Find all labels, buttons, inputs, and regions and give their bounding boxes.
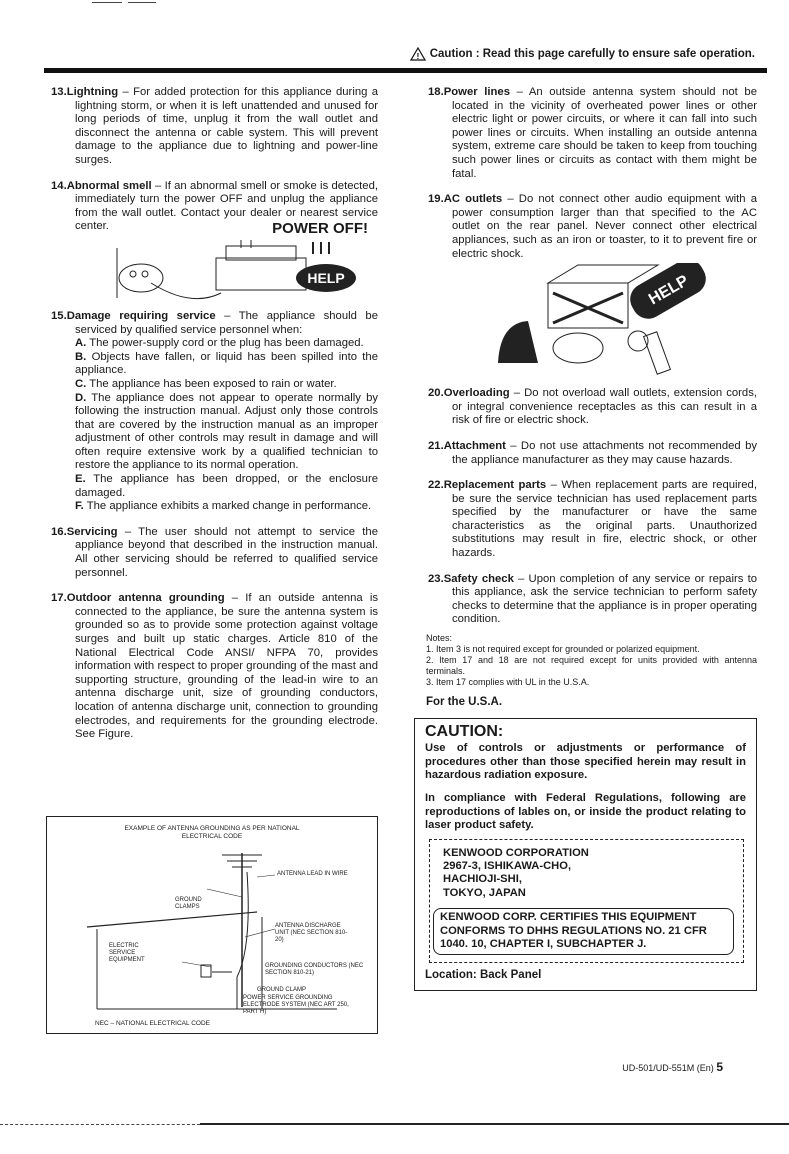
help-cartoon-icon bbox=[51, 238, 378, 304]
header-rule bbox=[44, 68, 767, 73]
top-dash bbox=[128, 2, 156, 3]
item-text: – For added protection for this appliance during a lightning storm, or when it is left unattended and unused for long periods of time, unplug it from the wall outlet and disconnect the antenna or cable system. This will prevent damage to the appliance due to lightning and power-line surges. bbox=[75, 86, 378, 166]
sub-label: F. bbox=[75, 500, 84, 513]
corp-line: HACHIOJI-SHI, bbox=[443, 873, 522, 886]
item-text: – When replacement parts are required, be sure the service technician has used replacement parts specified by the manufacturer or have the same characteristics as the original parts. Unauthorized substitutions may result in fire, electric shock, or other hazards. bbox=[452, 479, 757, 560]
figure-footnote: NEC – NATIONAL ELECTRICAL CODE bbox=[95, 1020, 210, 1027]
sub-text: Objects have fallen, or liquid has been spilled into the appliance. bbox=[75, 350, 378, 377]
caution-paragraph: In compliance with Federal Regulations, following are reproductions of lables on, or inside the product relating to laser product safety. bbox=[425, 792, 746, 832]
cert-line: CONFORMS TO DHHS REGULATIONS NO. 21 CFR bbox=[440, 924, 707, 937]
item-13 bbox=[51, 86, 378, 168]
item-21 bbox=[418, 440, 757, 467]
item-text: – If an outside antenna is connected to the appliance, be sure the antenna system is grounded so as to provide some protection against voltage surges and built up static charges. Article 810 of the National Electrical Code ANSI/ NFPA 70, provides information with respect to proper grounding of the mast and supporting structure, grounding of the lead-in wire to an antenna discharge unit, size of grounding conductors, location of antenna discharge unit, connection to grounding electrodes, and requirements for the grounding electrode. See Figure. bbox=[75, 592, 378, 741]
item-title: Servicing bbox=[66, 525, 118, 538]
bottom-dash bbox=[0, 1124, 200, 1126]
caution-header-text: Caution : Read this page carefully to ensure safe operation. bbox=[429, 48, 755, 60]
caution-paragraph: Use of controls or adjustments or performance of procedures other than those specified herein may result in hazardous radiation exposure. bbox=[425, 742, 746, 782]
label-electric-service: ELECTRIC SERVICE EQUIPMENT bbox=[109, 943, 145, 963]
item-23 bbox=[418, 573, 757, 627]
dashed-border bbox=[743, 839, 744, 963]
warning-triangle-icon bbox=[410, 47, 426, 61]
item-text: – Do not overload wall outlets, extension cords, or integral convenience receptacles as this can result in a risk of fire or electric shock. bbox=[452, 387, 757, 427]
bottom-rule bbox=[200, 1123, 789, 1125]
item-title: Power lines bbox=[443, 86, 510, 98]
dashed-border bbox=[429, 839, 744, 840]
power-off-illustration bbox=[51, 219, 378, 304]
item-text: – Upon completion of any service or repairs to this appliance, ask the service technician to perform safety checks to determine that the appliance is in proper operating condition. bbox=[452, 572, 757, 626]
item-22 bbox=[418, 479, 757, 561]
label-antenna-lead: ANTENNA LEAD IN WIRE bbox=[277, 871, 348, 877]
svg-text:!: ! bbox=[416, 52, 420, 61]
item-number: 13. bbox=[51, 86, 67, 98]
item-number: 16. bbox=[51, 525, 67, 538]
sub-label: B. bbox=[75, 350, 87, 363]
corp-line: KENWOOD CORPORATION bbox=[443, 846, 589, 859]
item-text: – The appliance should be serviced by qualified service personnel when: bbox=[75, 309, 378, 336]
caption-line: ELECTRICAL CODE bbox=[181, 833, 243, 840]
sub-text: The appliance has been dropped, or the enclosure damaged. bbox=[75, 473, 378, 499]
item-18 bbox=[418, 86, 757, 181]
item-title: Damage requiring service bbox=[66, 309, 216, 322]
dashed-border bbox=[429, 962, 744, 963]
sub-text: The power-supply cord or the plug has been damaged. bbox=[86, 337, 364, 350]
item-title: AC outlets bbox=[443, 193, 503, 206]
certification-label bbox=[433, 908, 734, 954]
sub-label: A. bbox=[75, 337, 87, 350]
item-text: – The user should not attempt to service the appliance beyond that described in the instruction manual. All other servicing should be referred to qualified service personnel. bbox=[75, 525, 378, 579]
item-number: 21. bbox=[428, 439, 444, 452]
corp-line: TOKYO, JAPAN bbox=[443, 886, 526, 899]
item-title: Safety check bbox=[443, 572, 514, 585]
label-discharge-unit: ANTENNA DISCHARGE UNIT (NEC SECTION 810-20) bbox=[275, 923, 348, 943]
notes-title: Notes: bbox=[426, 633, 453, 644]
item-17 bbox=[51, 592, 378, 742]
cert-line: 1040. 10, CHAPTER I, SUBCHAPTER J. bbox=[440, 938, 647, 951]
sub-label: D. bbox=[75, 391, 87, 404]
cert-line: KENWOOD CORP. CERTIFIES THIS EQUIPMENT bbox=[440, 911, 697, 924]
item-title: Attachment bbox=[443, 439, 506, 452]
item-number: 18. bbox=[428, 86, 444, 98]
note: 2. Item 17 and 18 are not required except for units provided with antenna terminals. bbox=[426, 655, 757, 677]
item-text: – Do not connect other audio equipment with a power consumption larger than that specified to the AC outlet on the rear panel. Never connect other electrical appliances, such as an iron or toaster, to it to prevent fire or electric shock. bbox=[452, 193, 757, 260]
laser-label bbox=[425, 839, 746, 963]
caution-box bbox=[414, 718, 757, 991]
location-label: Location: Back Panel bbox=[425, 968, 542, 981]
sub-label: E. bbox=[75, 473, 86, 486]
item-title: Lightning bbox=[66, 86, 119, 98]
item-number: 20. bbox=[428, 387, 444, 400]
right-column bbox=[418, 86, 757, 991]
help-iron-cartoon-icon bbox=[418, 263, 757, 381]
caption-line: EXAMPLE OF ANTENNA GROUNDING AS PER NATIONAL bbox=[124, 825, 300, 832]
note: 3. Item 17 complies with UL in the U.S.A. bbox=[426, 677, 590, 688]
corp-line: 2967-3, ISHIKAWA-CHO, bbox=[443, 860, 572, 873]
model-number: UD-501/UD-551M (En) bbox=[622, 1063, 714, 1073]
item-15 bbox=[51, 310, 378, 514]
sub-label: C. bbox=[75, 377, 87, 390]
help-text: HELP bbox=[307, 269, 345, 286]
top-dash bbox=[92, 2, 122, 3]
item-20 bbox=[418, 387, 757, 428]
notes bbox=[418, 633, 757, 688]
sub-text: The appliance has been exposed to rain or water. bbox=[86, 377, 337, 390]
sub-text: The appliance does not appear to operate normally by following the instruction manual. Adjust only those controls that are covered by the instruction manual as an improper adjustment of other controls may result in damage and will often require extensive work by a qualified technician to restore the appliance to its normal operation. bbox=[75, 391, 378, 472]
item-title: Overloading bbox=[443, 387, 510, 400]
label-ground-clamp: GROUND CLAMP bbox=[257, 987, 307, 993]
item-number: 22. bbox=[428, 479, 444, 492]
left-column bbox=[51, 86, 378, 754]
item-number: 17. bbox=[51, 592, 67, 605]
sub-text: The appliance exhibits a marked change in performance. bbox=[83, 500, 372, 513]
usa-heading: For the U.S.A. bbox=[426, 696, 503, 709]
item-title: Replacement parts bbox=[443, 479, 547, 492]
page-header bbox=[410, 47, 755, 61]
item-15-subitems bbox=[75, 337, 378, 514]
item-16 bbox=[51, 526, 378, 580]
item-number: 19. bbox=[428, 193, 444, 206]
note: 1. Item 3 is not required except for grounded or polarized equipment. bbox=[426, 644, 700, 655]
item-title: Abnormal smell bbox=[66, 179, 152, 192]
label-ground-clamps: GROUND CLAMPS bbox=[175, 897, 202, 910]
item-19 bbox=[418, 193, 757, 261]
overload-illustration bbox=[418, 263, 757, 381]
item-text: – Do not use attachments not recommended by the appliance manufacturer as they may cause hazards. bbox=[452, 439, 757, 466]
antenna-grounding-figure bbox=[46, 816, 378, 1034]
item-text: – If an abnormal smell or smoke is detected, immediately turn the power OFF and unplug the appliance from the wall outlet. Contact your dealer or nearest service center. bbox=[75, 179, 379, 233]
item-number: 15. bbox=[51, 309, 67, 322]
item-title: Outdoor antenna grounding bbox=[66, 592, 225, 605]
label-grounding-conductors: GROUNDING CONDUCTORS (NEC SECTION 810-21) bbox=[265, 963, 364, 976]
item-text: – An outside antenna system should not be located in the vicinity of overheated power lines or other electric light or power circuits, or where it can fall into such power lines or circuits. When installing an outside antenna system, extreme care should be taken to keep from touching such power lines or circuits as contact with them might be fatal. bbox=[452, 86, 757, 180]
dashed-border bbox=[429, 839, 430, 963]
page-number: 5 bbox=[716, 1060, 723, 1074]
help-text: HELP bbox=[646, 272, 692, 309]
label-electrode-system: POWER SERVICE GROUNDING ELECTRODE SYSTEM (NEC ART 250, PART H) bbox=[243, 995, 349, 1015]
item-number: 14. bbox=[51, 179, 67, 192]
item-number: 23. bbox=[428, 572, 444, 585]
power-off-label: POWER OFF! bbox=[272, 219, 368, 237]
page-footer bbox=[622, 1060, 723, 1074]
caution-title: CAUTION: bbox=[425, 722, 504, 740]
